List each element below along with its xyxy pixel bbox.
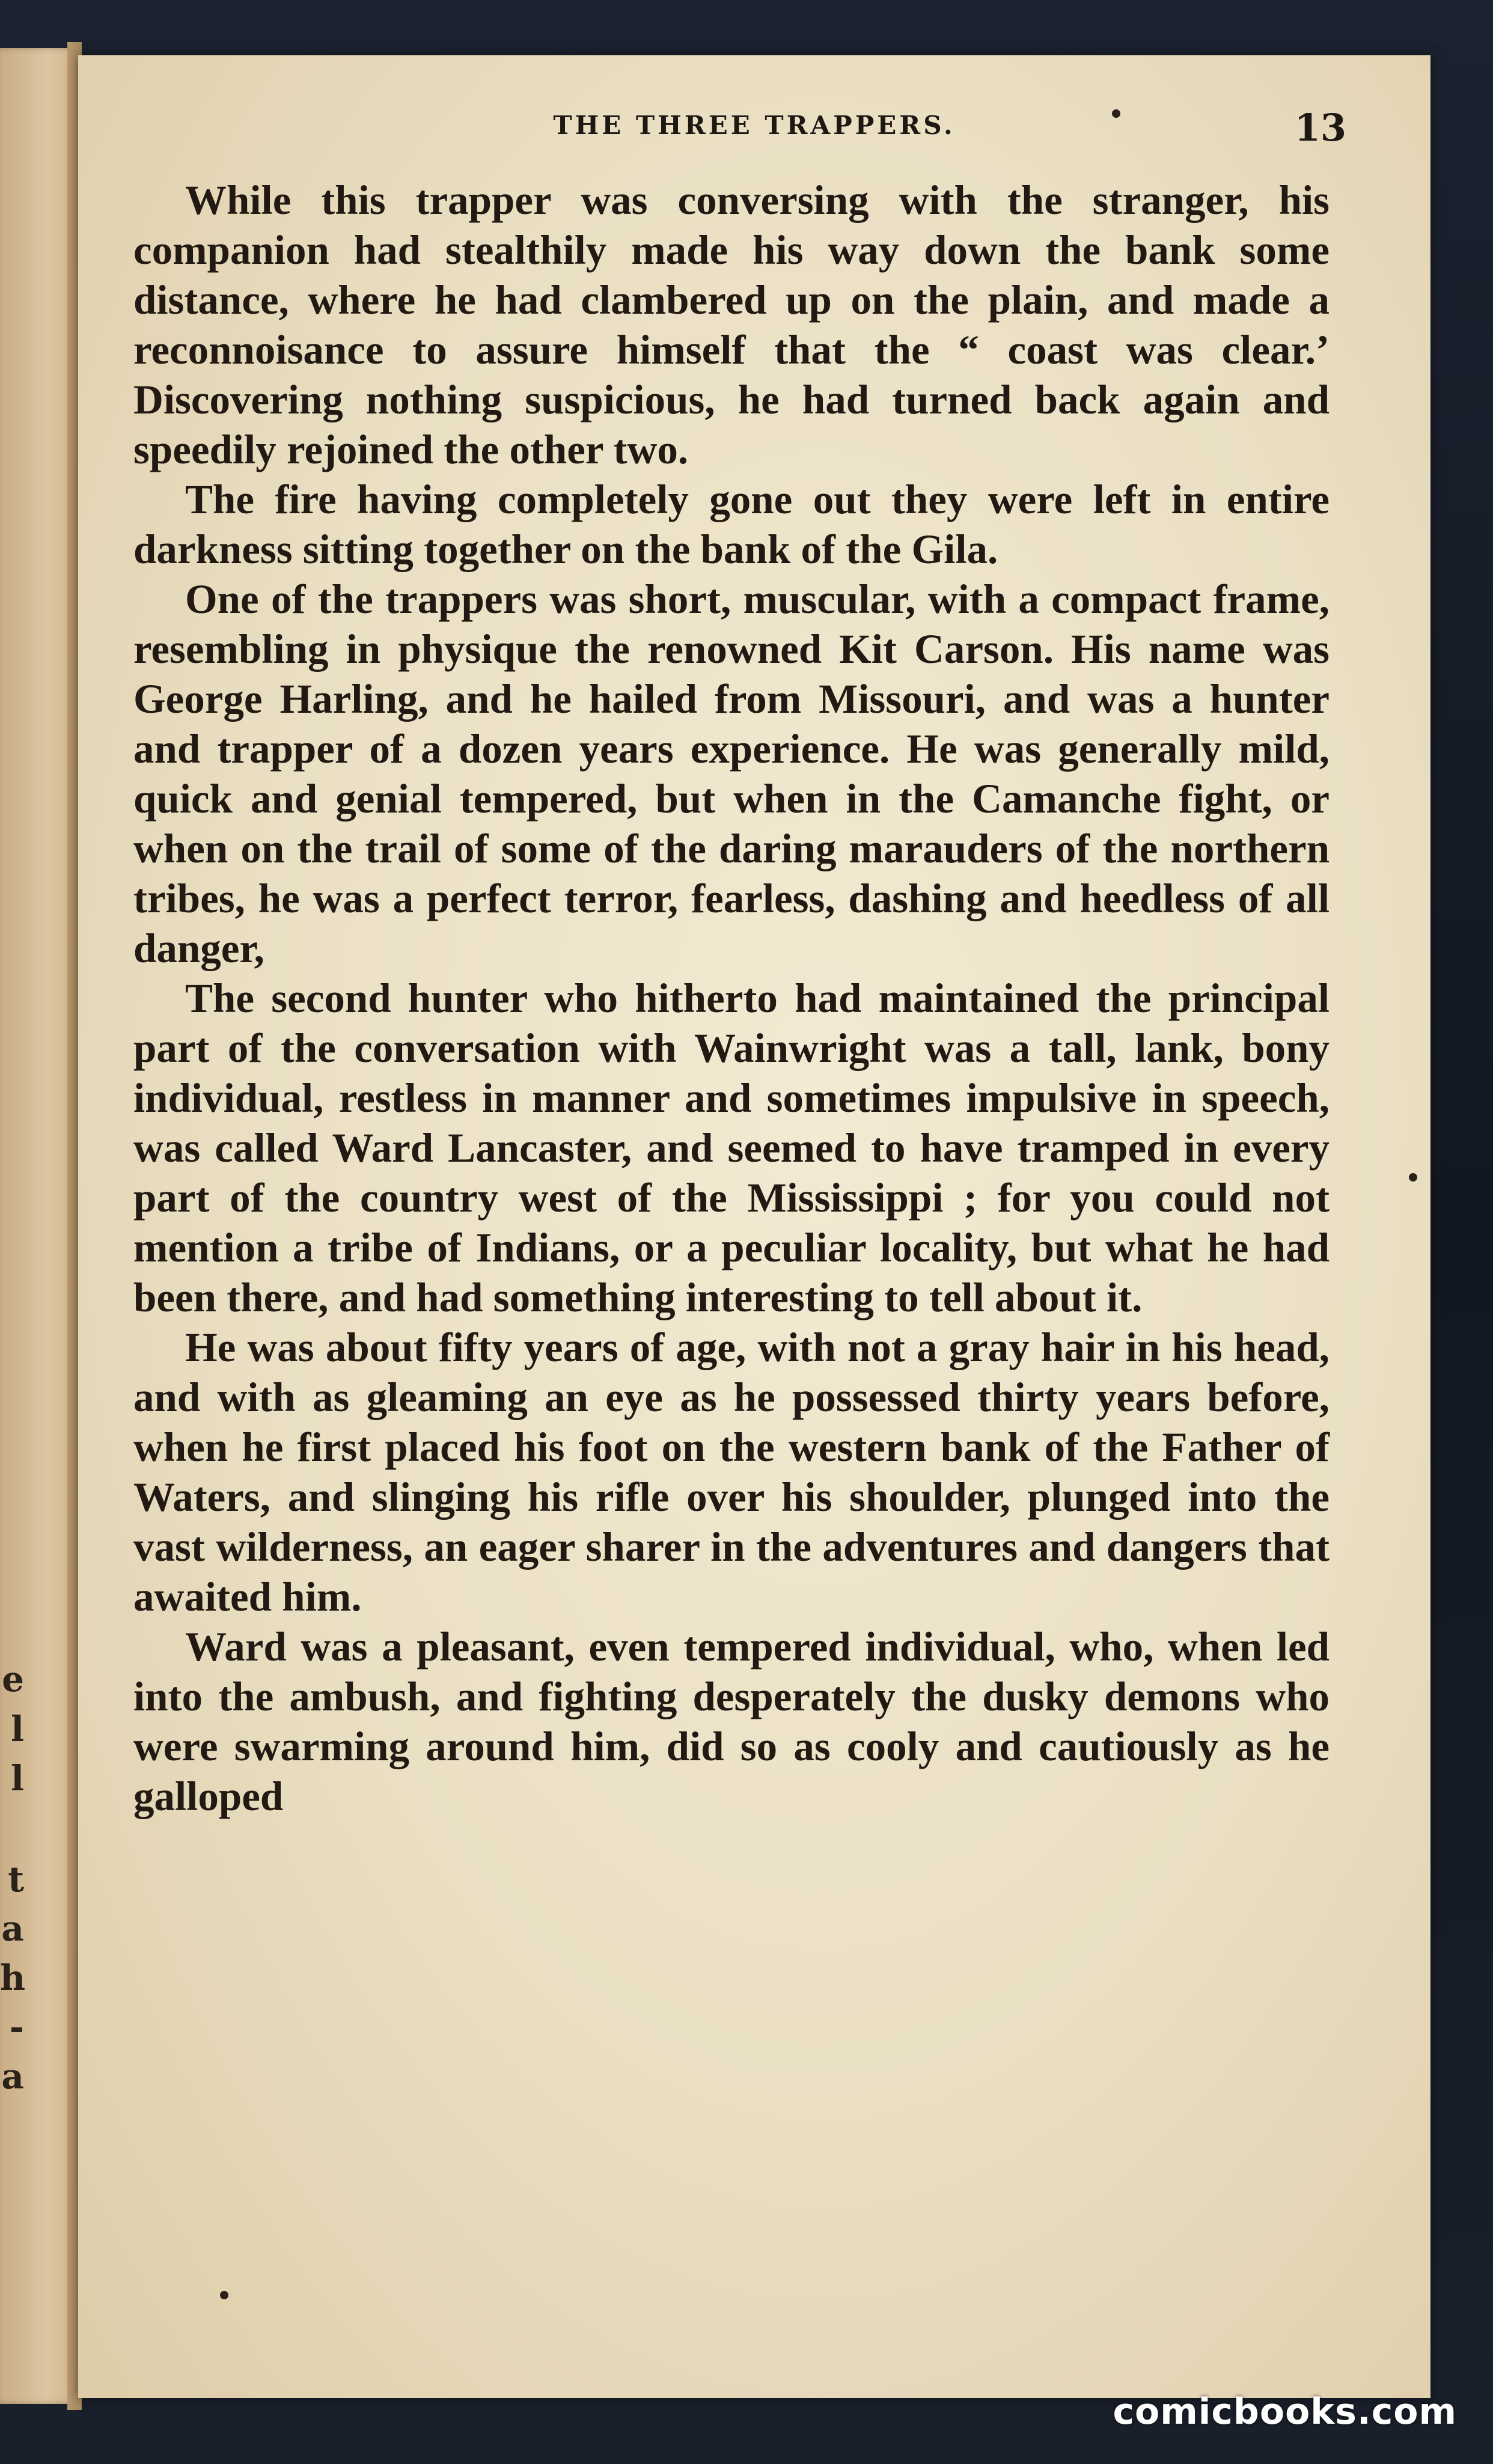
previous-page-letter: a [1,2056,24,2097]
paragraph: The fire having completely gone out they were left in entire darkness sitting together on the bank of the Gila. [133,477,1330,572]
previous-page-letters [0,0,78,2464]
watermark: comicbooks.com [1113,2391,1457,2433]
running-title: THE THREE TRAPPERS. [553,111,956,140]
previous-page-letter: a [1,1908,24,1949]
paragraph: The second hunter who hitherto had maintained the principal part of the conversation with Wainwright was a tall, lank, bony individual, restless in manner and sometimes impulsive in speech, was called Ward Lancaster, and seemed to have tramped in every part of the country west of the Mississippi ; for you could not mention a tribe of Indians, or a peculiar locality, but what he had been there, and had something interesting to tell about it. [133,975,1330,1320]
ink-speck [1112,109,1120,118]
paragraph: Ward was a pleasant, even tempered individual, who, when led into the ambush, and fighting desperately the dusky demons who were swarming around him, did so as cooly and cautiously as he galloped [133,1624,1330,1819]
previous-page-letter: e [2,1659,24,1700]
previous-page-letter: l [10,1709,24,1749]
book-page [78,55,1430,2398]
paragraph: One of the trappers was short, muscular, with a compact frame, resembling in physique the renowned Kit Carson. His name was George Harling, and he hailed from Missouri, and was a hunter and trapper of a dozen years experience. He was generally mild, quick and genial tempered, but when in the Camanche fight, or when on the trail of some of the daring marauders of the northern tribes, he was a perfect terror, fearless, dashing and heedless of all danger, [133,576,1330,971]
paragraph: He was about fifty years of age, with not a gray hair in his head, and with as gleaming an eye as he possessed thirty years before, when he first placed his foot on the western bank of the Father of Waters, and slinging his rifle over his shoulder, plunged into the vast wilderness, an eager sharer in the adventures and dangers that awaited him. [133,1325,1330,1620]
page-number: 13 [1294,106,1346,150]
ink-speck [1409,1173,1417,1182]
running-header [78,106,1430,159]
previous-page-letter: t [8,1859,24,1900]
paragraph: While this trapper was conversing with the stranger, his companion had stealthily made his way down the bank some distance, where he had clambered up on the plain, and made a reconnoisance to assure himself that the “ coast was clear.’ Discovering nothing suspicious, he had turned back again and speedily rejoined the other two. [133,177,1330,472]
ink-speck [220,2291,228,2299]
previous-page-letter: l [10,1758,24,1799]
previous-page-letter: - [9,2007,24,2048]
page-body [133,175,1330,1822]
previous-page-letter: h [0,1957,26,1998]
